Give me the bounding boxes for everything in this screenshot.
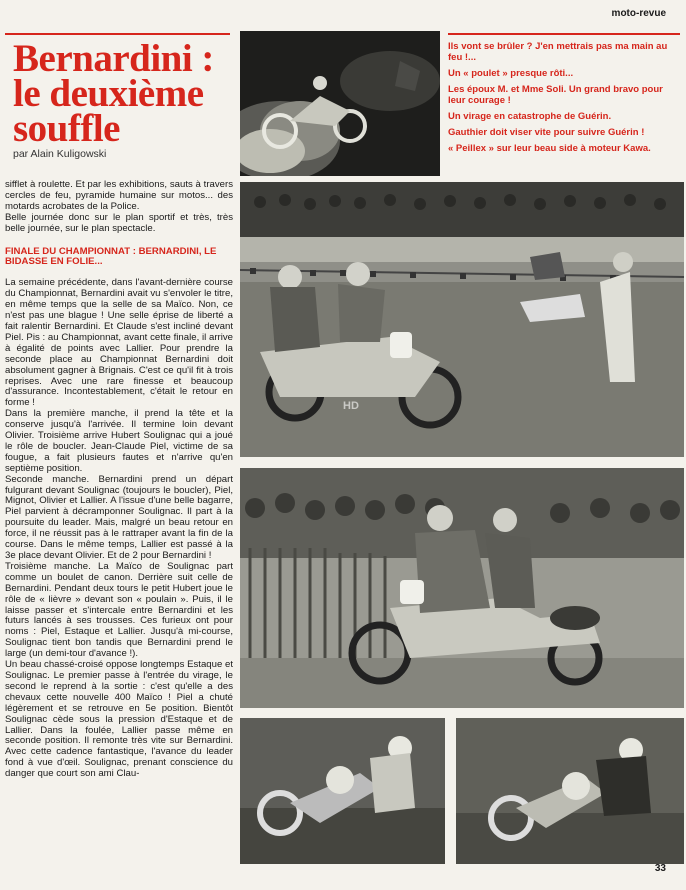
title-line: Bernardini : <box>13 37 214 80</box>
intro-paragraph: Belle journée donc sur le plan sportif et très, très belle journée, sur le plan spectacle. <box>5 211 233 234</box>
intro-paragraph: sifflet à roulette. Et par les exhibitions, sauts à travers cercles de feu, pyramide humaine sur motos... des motards acrobates de la Police. <box>5 180 233 212</box>
title-line: souffle <box>13 107 120 150</box>
photo-sidecar-crowd <box>240 468 684 708</box>
body-paragraph: Dans la première manche, il prend la tête et la conserve jusqu'à l'arrivée. Il termine loin devant Olivier. Troisième arrive Hubert Soulignac qui a joué le rôle de boucler. Jean-Claude Piel, victime de sa fougue, a fait plusieurs fautes et n'arrive qu'en septième position. <box>5 408 233 474</box>
photo-rider-right <box>456 718 684 864</box>
photo-rider-left <box>240 718 445 864</box>
section-subheading: FINALE DU CHAMPIONNAT : BERNARDINI, LE BIDASSE EN FOLIE... <box>5 245 217 268</box>
body-paragraph: Seconde manche. Bernardini prend un départ fulgurant devant Soulignac (toujours le boucler), Piel, Mignot, Olivier et Lallier. A l'issue d'une belle bagarre, Piel parvient à décramponner Soulignac. Il part à la poursuite du leader. Mais, malgré un beau retour en force, il ne réussit pas à le rattraper avant la fin de la course. Dans le même temps, Lallier est passé à la 3e place devant Olivier. Et de 2 pour Bernardini ! <box>5 473 233 561</box>
caption-fire: Ils vont se brûler ? J'en mettrais pas ma main au feu !... <box>448 41 668 63</box>
caption-peillex: « Peillex » sur leur beau side à moteur Kawa. <box>448 143 651 154</box>
page-number: 33 <box>654 863 666 874</box>
caption-box <box>448 33 680 183</box>
body-paragraph: La semaine précédente, dans l'avant-dernière course du Championnat, Bernardini avait vu s'envoler le titre, en même temps que la selle de sa Maïco. Non, ce n'est pas une blague ! Une selle éprise de liberté a fait ralentir Bernardini. Et Claude s'est incliné devant Piel. Pis : au Championnat, avant cette finale, il arrive à égalité de points avec Lallier. Pour prendre la seconde place au Championnat Bernardini doit absolument gagner à Brignais. C'est ce qu'il fit à trois reprises. Avec une rare finesse et beaucoup d'assurance. Incontestablement, c'était le retour en forme ! <box>5 277 233 409</box>
byline: par Alain Kuligowski <box>13 148 107 160</box>
photo-fire-jump <box>240 31 440 176</box>
body-paragraph: Troisième manche. La Maïco de Soulignac part comme un boulet de canon. Derrière suit celle de Bernardini. Pendant deux tours le petit Hubert joue le rôle de « lièvre » devant son « poulain ». Puis, il le laisse passer et s'intercale entre Bernardini et les futurs lancés à ses trousses. Ces furieux ont pour noms : Piel, Estaque et Lallier. Jusqu'à mi-course, Soulignac tient bon tandis que Bernardini prend le large (un demi-tour d'avance !). <box>5 560 233 660</box>
photo-sidecar-flag <box>240 182 684 457</box>
article-title <box>13 37 230 150</box>
caption-poulet: Un « poulet » presque rôti... <box>448 68 574 79</box>
title-block <box>5 33 230 167</box>
masthead: moto-revue <box>611 8 666 19</box>
title-line: le deuxième <box>13 72 204 115</box>
watermark-text: HD <box>343 400 359 412</box>
caption-gauthier: Gauthier doit viser vite pour suivre Guérin ! <box>448 127 645 138</box>
body-paragraph: Un beau chassé-croisé oppose longtemps Estaque et Soulignac. Le premier passe à l'entrée du virage, le second le reprend à la sortie : c'est qu'elle a des chevaux cette nouvelle 400 Maïco ! Piel a chuté légèrement et se retrouve en 5e position. Bientôt Soulignac cède sous la pression d'Estaque et de Lallier. Dans la foulée, Lallier passe même en seconde position. Il remonte très vite sur Bernardini. Avec cette cadence fantastique, l'avance du leader fond à vue d'œil. Soulignac, prenant conscience du danger que court son ami Clau- <box>5 659 233 780</box>
caption-soli: Les époux M. et Mme Soli. Un grand bravo pour leur courage ! <box>448 84 663 106</box>
article-column <box>5 180 233 864</box>
caption-guerin: Un virage en catastrophe de Guérin. <box>448 111 612 122</box>
